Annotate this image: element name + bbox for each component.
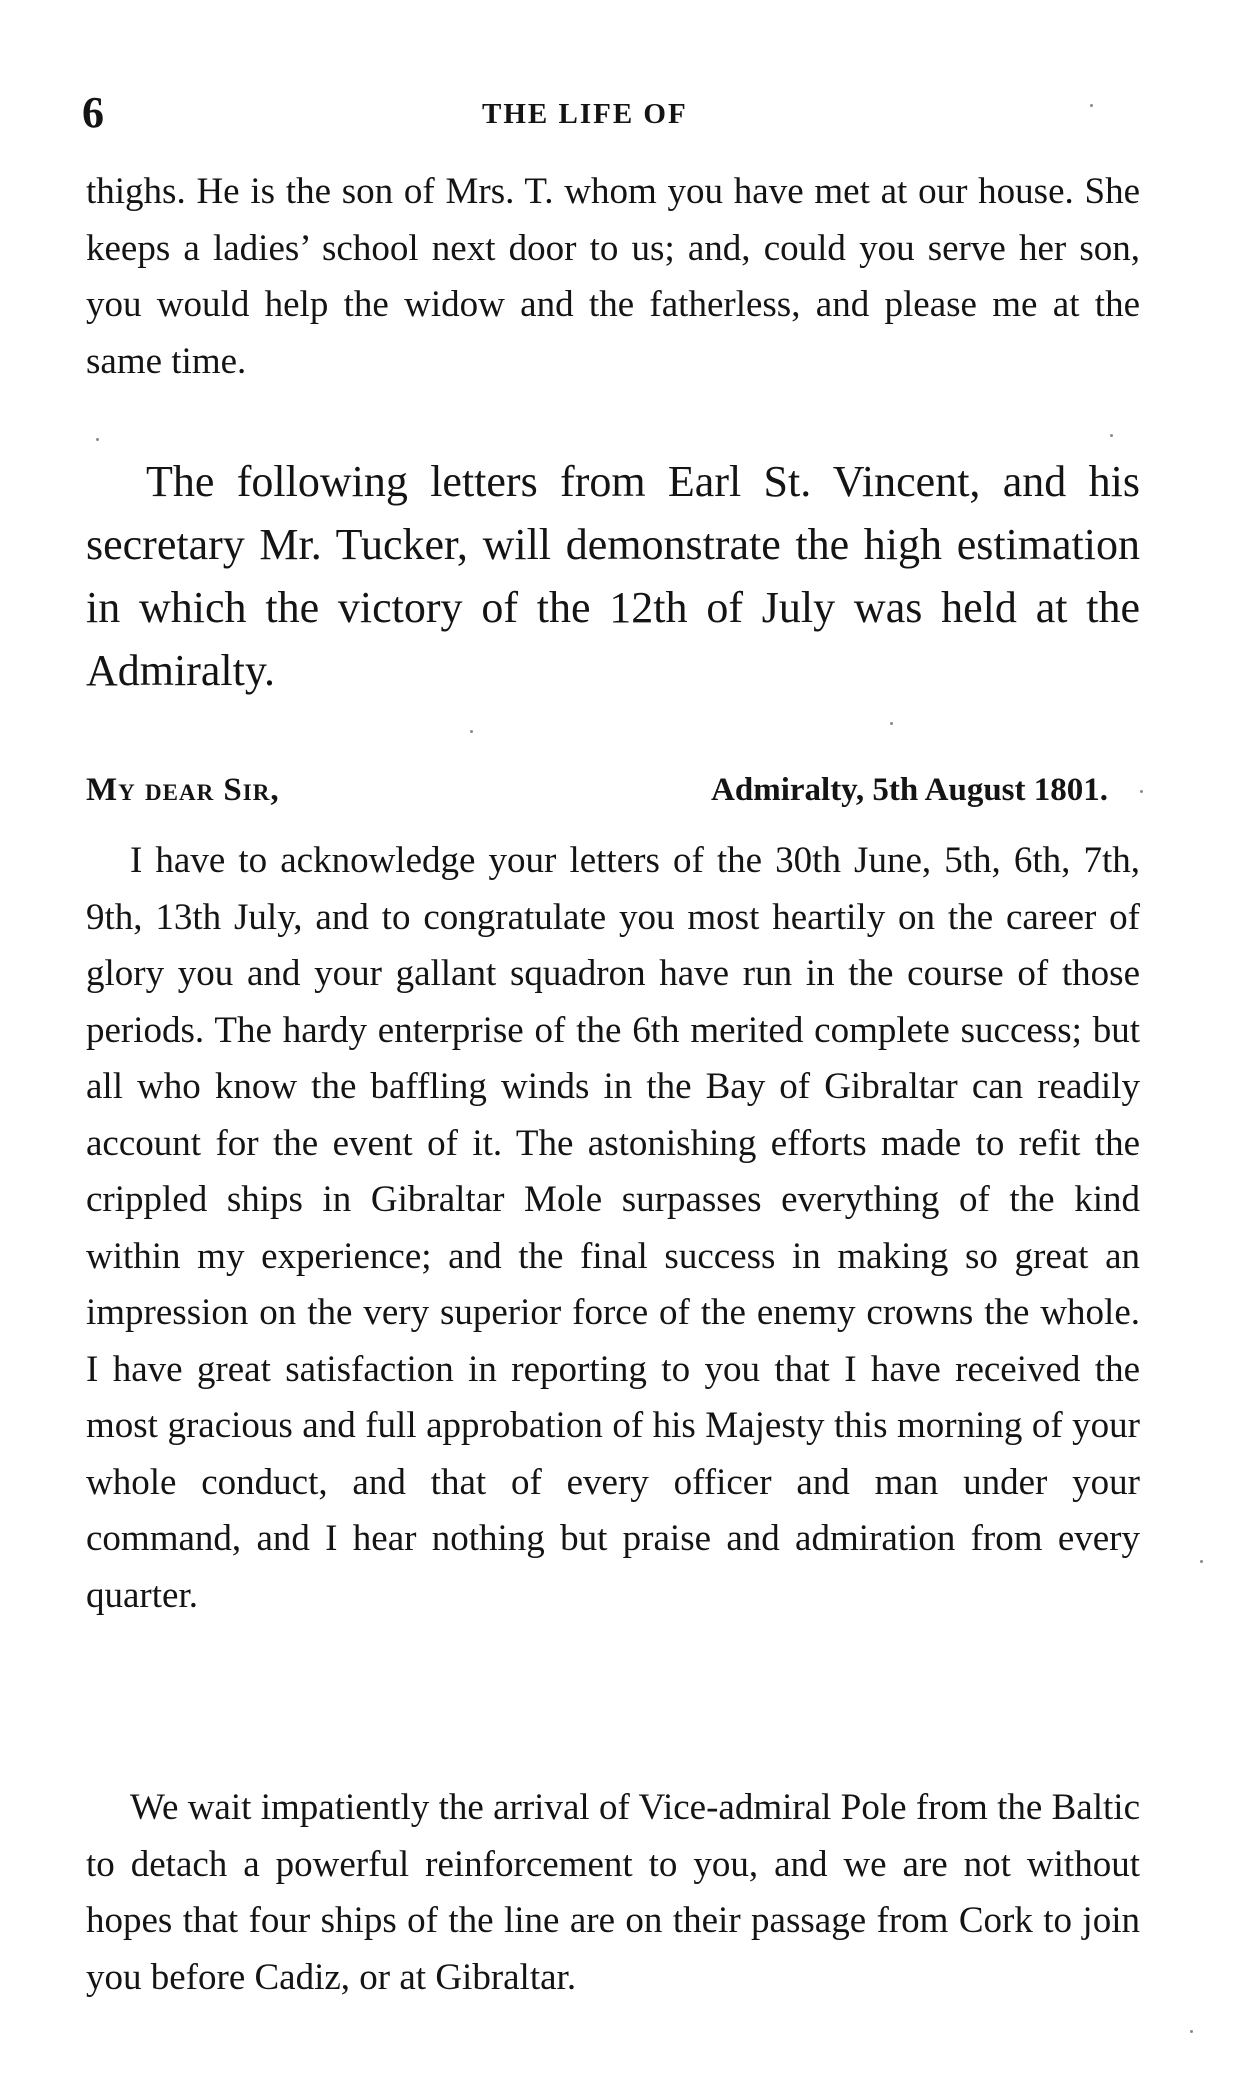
- print-speck: [1200, 1560, 1203, 1563]
- letter-salutation: My dear Sir,: [86, 772, 280, 808]
- letter-paragraph-1: I have to acknowledge your letters of the 30th June, 5th, 6th, 7th, 9th, 13th July, and to congratulate you most heartily on the career of glory you and your gallant squadron have run in the course of those periods. The hardy enterprise of the 6th merited complete success; but all who know the baffling winds in the Bay of Gibraltar can readily account for the event of it. The astonishing efforts made to refit the crippled ships in Gibraltar Mole surpasses everything of the kind within my experience; and the final success in making so great an impression on the very superior force of the enemy crowns the whole. I have great satisfaction in reporting to you that I have received the most gracious and full approbation of his Majesty this morning of your whole conduct, and that of every officer and man under your command, and I hear nothing but praise and admiration from every quarter.: [86, 840, 1140, 1616]
- letter-dateline: Admiralty, 5th August 1801.: [711, 772, 1108, 808]
- print-speck: [890, 722, 893, 725]
- print-speck: [96, 438, 99, 441]
- print-speck: [1110, 434, 1113, 437]
- intro-paragraph: The following letters from Earl St. Vincent, and his secretary Mr. Tucker, will demonstrate the high estimation in which the victory of the 12th of July was held at the Admiralty.: [86, 457, 1140, 695]
- letter-paragraph-2: We wait impatiently the arrival of Vice-admiral Pole from the Baltic to detach a powerful reinforcement to you, and we are not without hopes that four ships of the line are on their passage from Cork to join you before Cadiz, or at Gibraltar.: [86, 1787, 1140, 1998]
- print-speck: [1090, 104, 1093, 107]
- continuation-paragraph: thighs. He is the son of Mrs. T. whom you have met at our house. She keeps a ladies’ school next door to us; and, could you serve her son, you would help the widow and the fatherless, and please me at the same time.: [86, 171, 1140, 382]
- page-number: 6: [82, 88, 104, 137]
- print-speck: [1190, 2030, 1193, 2033]
- print-speck: [1140, 790, 1143, 793]
- running-head: THE LIFE OF: [482, 98, 688, 130]
- print-speck: [470, 730, 473, 733]
- page-header: [82, 88, 1122, 138]
- letter-heading: [86, 768, 1126, 812]
